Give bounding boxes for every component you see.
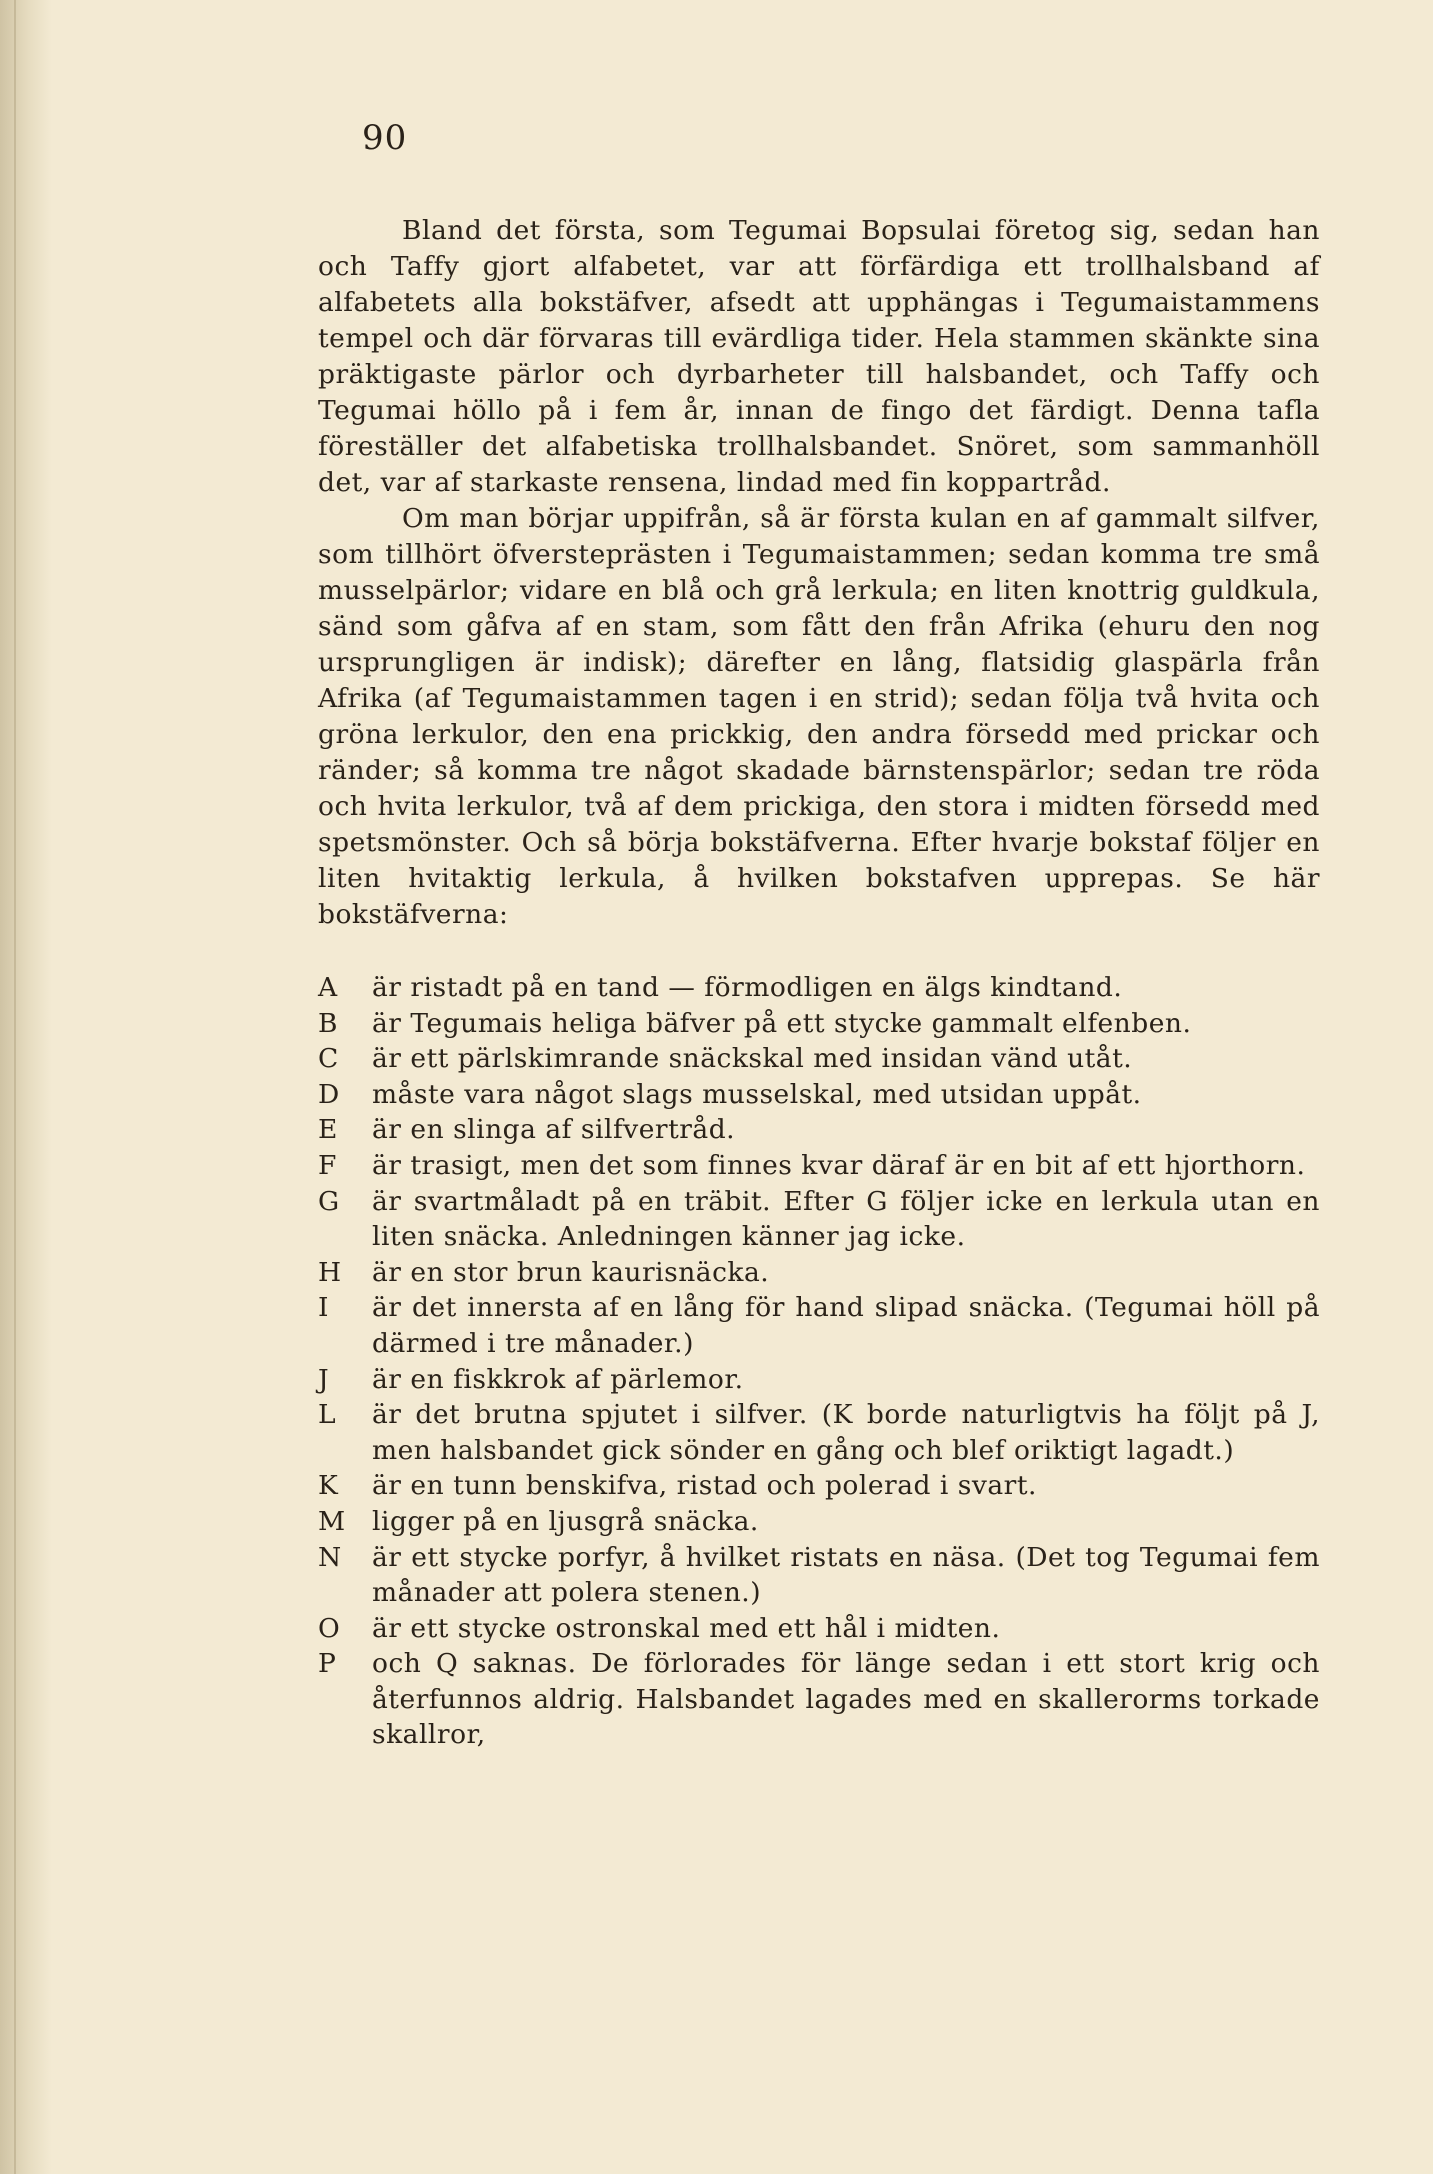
letter-label: N [318,1541,342,1573]
letter-description: är en slinga af silfvertråd. [372,1114,736,1146]
letter-description: är ett pärlskimrande snäckskal med insidan vänd utåt. [372,1043,1133,1075]
letter-label: B [318,1007,338,1039]
letter-item [318,1255,1320,1291]
letter-item [318,1397,1320,1468]
letter-label: K [318,1470,339,1502]
letter-label: F [318,1149,337,1181]
letter-label: I [318,1292,329,1324]
letter-label: L [318,1399,337,1431]
letter-label: A [318,972,338,1003]
letter-item [318,1646,1320,1753]
letter-description: är en fiskkrok af pärlemor. [372,1363,744,1395]
letter-description: är en stor brun kaurisnäcka. [372,1256,770,1288]
letter-label: H [318,1256,342,1288]
letter-item [318,970,1320,1006]
intro-paragraph: Bland det första, som Tegumai Bopsulai företog sig, sedan han och Taffy gjort alfabetet, var att förfärdiga ett trollhalsband af alfabetets alla bokstäfver, afsedt att upphängas i Tegumaistammens tempel och där förvaras till evärdliga tider. Hela stammen skänkte sina präktigaste pärlor och dyrbarheter till halsbandet, och Taffy och Tegumai höllo på i fem år, innan de fingo det färdigt. Denna tafla föreställer det alfabetiska trollhalsbandet. Snöret, som sammanhöll det, var af starkaste rensena, lindad med fin koppartråd. [318,215,1320,498]
letter-item [318,1290,1320,1361]
letter-item [318,1504,1320,1540]
page-number: 90 [362,118,408,158]
letter-description: är ett stycke ostronskal med ett hål i midten. [372,1612,1001,1644]
letter-description: och Q saknas. De förlorades för länge sedan i ett stort krig och återfunnos aldrig. Halsbandet lagades med en skallerorms torkade skallror, [372,1648,1320,1751]
letter-item [318,1041,1320,1077]
second-paragraph: Om man börjar uppifrån, så är första kulan en af gammalt silfver, som tillhört öfversteprästen i Tegumaistammen; sedan komma tre små musselpärlor; vidare en blå och grå lerkula; en liten knottrig guldkula, sänd som gåfva af en stam, som fått den från Afrika (ehuru den nog ursprungligen är indisk); därefter en lång, flatsidig glaspärla från Afrika (af Tegumaistammen tagen i en strid); sedan följa två hvita och gröna lerkulor, den ena prickkig, den andra försedd med prickar och ränder; så komma tre något skadade bärnstenspärlor; sedan tre röda och hvita lerkulor, två af dem prickiga, den stora i midten försedd med spetsmönster. Och så börja bokstäfverna. Efter hvarje bokstaf följer en liten hvitaktig lerkula, å hvilken bokstafven upprepas. Se här bokstäfverna: [318,503,1320,930]
letter-description: är Tegumais heliga bäfver på ett stycke gammalt elfenben. [372,1007,1192,1039]
letter-item [318,1148,1320,1184]
letter-label: C [318,1043,339,1075]
book-binding-edge [0,0,52,2174]
letter-description: är svartmåladt på en träbit. Efter G följer icke en lerkula utan en liten snäcka. Anledningen känner jag icke. [372,1185,1320,1253]
letter-description: är ristadt på en tand — förmodligen en älgs kindtand. [372,972,1123,1003]
letter-description: ligger på en ljusgrå snäcka. [372,1505,759,1537]
letter-label: P [318,1648,337,1680]
letter-list [318,970,1320,1753]
letter-item [318,1540,1320,1611]
letter-item [318,1077,1320,1113]
letter-description: är ett stycke porfyr, å hvilket ristats en näsa. (Det tog Tegumai fem månader att polera stenen.) [372,1541,1320,1609]
letter-label: D [318,1078,340,1110]
letter-description: måste vara något slags musselskal, med utsidan uppåt. [372,1078,1142,1110]
letter-item [318,1006,1320,1042]
letter-label: E [318,1114,338,1146]
letter-item [318,1362,1320,1398]
letter-label: J [318,1363,330,1395]
letter-item [318,1611,1320,1647]
letter-description: är det brutna spjutet i silfver. (K borde naturligtvis ha följt på J, men halsbandet gick sönder en gång och blef oriktigt lagadt.) [372,1399,1320,1466]
letter-description: är en tunn benskifva, ristad och polerad i svart. [372,1470,1037,1502]
letter-label: O [318,1612,341,1644]
letter-label: M [318,1505,346,1537]
letter-description: är det innersta af en lång för hand slipad snäcka. (Tegumai höll på därmed i tre månader.) [372,1292,1320,1359]
letter-item [318,1184,1320,1255]
letter-item [318,1468,1320,1504]
letter-item [318,1112,1320,1148]
letter-description: är trasigt, men det som finnes kvar däraf är en bit af ett hjorthorn. [372,1149,1306,1181]
letter-label: G [318,1185,340,1217]
page-body [318,213,1320,1753]
